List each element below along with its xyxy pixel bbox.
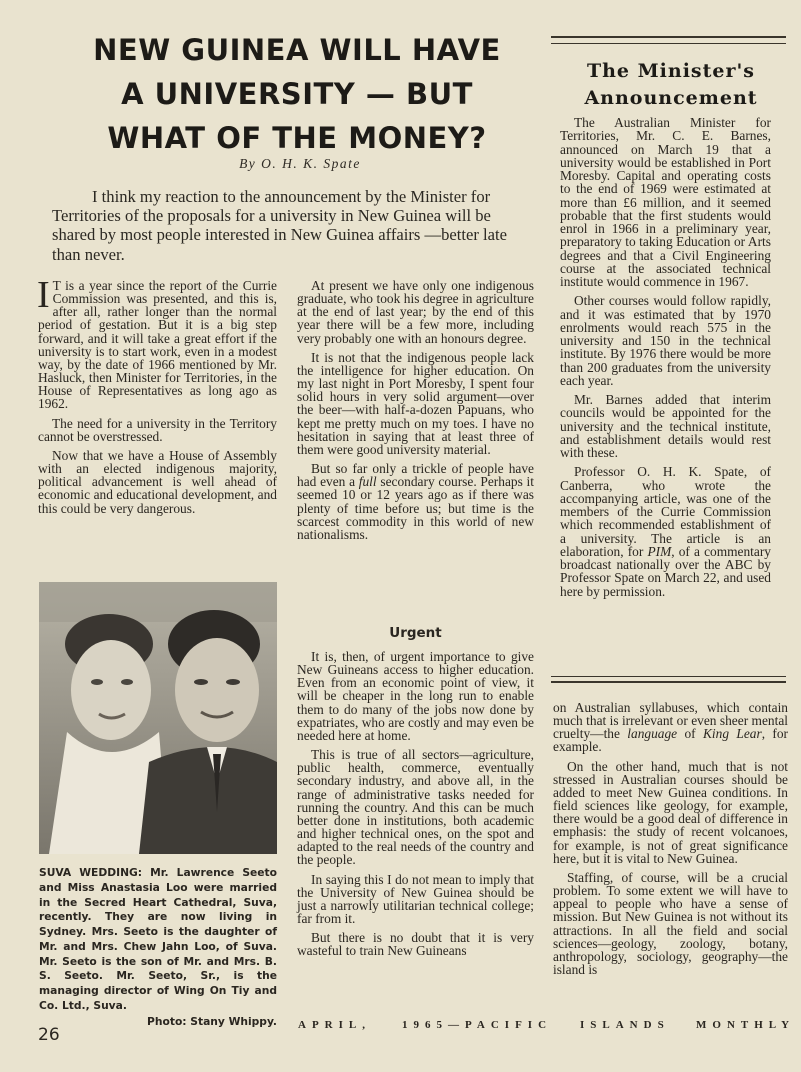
paragraph-text: on Australian syllabuses, which contain much that is irrelevant or even sheer mental cruelty—the	[553, 700, 788, 742]
headline-line-1: NEW GUINEA WILL HAVE	[93, 33, 501, 67]
paragraph: On the other hand, much that is not stressed in Australian courses should be added to meet New Guinea conditions. In field sciences like geology, for example, there would be a good deal of difference in emphasis: the study of recent volcanoes, for example, is not of great significance here, but it is vital to New Guinea.	[553, 758, 788, 866]
sidebar-title-line-1: The Minister's	[586, 60, 756, 82]
article-headline	[62, 28, 532, 160]
paragraph-text: Professor O. H. K. Spate, of Canberra, who wrote the accompanying article, was one of the members of the Currie Commission which recommended establishment of a university. The article is an elaboration, for	[560, 464, 771, 559]
article-column-1	[37, 274, 277, 521]
wedding-photo	[39, 582, 277, 854]
headline-line-3: WHAT OF THE MONEY?	[107, 121, 487, 155]
paragraph-text: But so far only a trickle of people have had even a	[297, 461, 534, 490]
paragraph: Mr. Barnes added that interim councils would be appointed for the university and the technical institute, and establishment details would rest with these.	[560, 392, 771, 460]
drop-cap: I	[37, 274, 50, 316]
paragraph	[297, 462, 534, 541]
page-number: 26	[38, 1025, 60, 1045]
sidebar-title-line-2: Announcement	[584, 87, 758, 109]
article-column-2	[297, 279, 534, 547]
paragraph: At present we have only one indigenous graduate, who took his degree in agriculture at the end of last year; by the end of this year there will be a few more, including very probably one with an honours degree.	[297, 278, 534, 346]
sidebar-top-rule	[551, 36, 786, 44]
paragraph: Other courses would follow rapidly, and it was estimated that by 1970 enrolments would reach 575 in the university and 150 in the technical institute. By 1976 there would be more than 200 graduates from the university each year.	[560, 293, 771, 388]
paragraph-text: secondary course. Perhaps it seemed 10 or 12 years ago as if there was plenty of time before us; but time is the scarcest commodity in this world of new nationalisms.	[297, 474, 534, 542]
emphasis-text: PIM	[647, 543, 672, 559]
paragraph: Now that we have a House of Assembly with an elected indigenous majority, political advancement is well ahead of economic and educational development, and this could be very dangerous.	[38, 447, 277, 516]
sidebar-body	[560, 116, 771, 604]
headline-line-2: A UNIVERSITY — BUT	[121, 77, 473, 111]
paragraph	[560, 465, 771, 598]
footer-islands: ISLANDS	[580, 1019, 670, 1031]
paragraph: This is true of all sectors—agriculture, public health, commerce, eventually secondary industry, and above all, in the range of administrative tasks needed for running the country. And this can be much better done in institutions, both academic and higher technical ones, on the spot and adapted to the real needs of the country and the people.	[297, 747, 534, 868]
lede-paragraph	[52, 187, 535, 264]
byline: By O. H. K. Spate	[239, 156, 361, 171]
sidebar-title	[560, 58, 782, 112]
article-column-3	[553, 701, 788, 982]
photo-credit: Photo: Stany Whippy.	[147, 1014, 277, 1028]
paragraph: But there is no doubt that it is very wasteful to train New Guineans	[297, 930, 534, 959]
emphasis-text: full	[358, 474, 377, 490]
wedding-photo-image	[39, 582, 277, 854]
paragraph: The Australian Minister for Territories, Mr. C. E. Barnes, announced on March 19 that a university would be established in Port Moresby. Capital and operating costs to the end of 1969 were estimated at more than £6 million, and it seemed probable that the first students would enrol in 1966 in a preliminary year, preparatory to taking Education or Arts degrees and that a Civil Engineering course at the associated technical institute would commence in 1967.	[560, 115, 771, 289]
paragraph: In saying this I do not mean to imply that the University of New Guinea should be just a narrowly utilitarian technical college; far from it.	[297, 871, 534, 926]
photo-caption	[39, 866, 277, 1029]
lede-text: I think my reaction to the announcement by the Minister for Territories of the proposals for a university in New Guinea will be shared by most people interested in New Guinea affairs —better late than never.	[52, 187, 507, 264]
footer-month: APRIL,	[298, 1019, 371, 1031]
emphasis-text: language	[627, 726, 678, 742]
paragraph	[37, 274, 277, 412]
footer-year-magazine: 1965—PACIFIC	[402, 1019, 553, 1031]
paragraph-text: of	[677, 726, 703, 742]
paragraph-text: T is a year since the report of the Currie Commission was presented, and this is, after all, rather longer than the normal period of gestation. But it is a big step forward, and it will take a great effort if the university is to start work, even in a modest way, by the date of 1966 mentioned by Mr. Hasluck, then Minister for Territories, in the House of Representatives as long ago as 1962.	[38, 278, 277, 412]
paragraph: It is, then, of urgent importance to give New Guineans access to higher education. Even from an economic point of view, it will be cheaper in the long run to enable them to do many of the jobs now done by expatriates, who are costly and may even be needed here at home.	[297, 649, 534, 743]
caption-text: SUVA WEDDING: Mr. Lawrence Seeto and Miss Anastasia Loo were married in the Secred Heart Cathedral, Suva, recently. They are now living in Sydney. Mrs. Seeto is the daughter of Mr. and Mrs. Chew Jahn Loo, of Suva. Mr. Seeto is the son of Mr. and Mrs. B. S. Seeto. Mr. Seeto, Sr., is the managing director of Wing On Tiy and Co. Ltd., Suva.	[39, 866, 277, 1012]
sidebar-bottom-rule	[551, 676, 786, 683]
paragraph: The need for a university in the Territory cannot be overstressed.	[38, 415, 277, 444]
article-column-2-continued	[297, 650, 534, 963]
footer-monthly: MONTHLY	[696, 1019, 796, 1031]
paragraph	[553, 701, 788, 754]
paragraph-text: , for example.	[553, 726, 788, 755]
paragraph: Staffing, of course, will be a crucial problem. To some extent we will have to appeal to people who have a sense of mission. But New Guinea is not without its attractions. In all the field and social sciences—geology, zoology, botany, anthropology, sociology, geography—the island is	[553, 869, 788, 977]
emphasis-text: King Lear	[702, 726, 762, 742]
paragraph-text: , of a commentary broadcast nationally over the ABC by Professor Spate on March 22, and used here by permission.	[560, 543, 771, 599]
paragraph: It is not that the indigenous people lack the intelligence for higher education. On my last night in Port Moresby, I spent four solid hours in very solid argument—over the beer—with half-a-dozen Papuans, who kept me pretty much on my toes. I have no hesitation in saying that at least three of them were good university material.	[297, 349, 534, 457]
subheading-urgent: Urgent	[389, 625, 442, 641]
